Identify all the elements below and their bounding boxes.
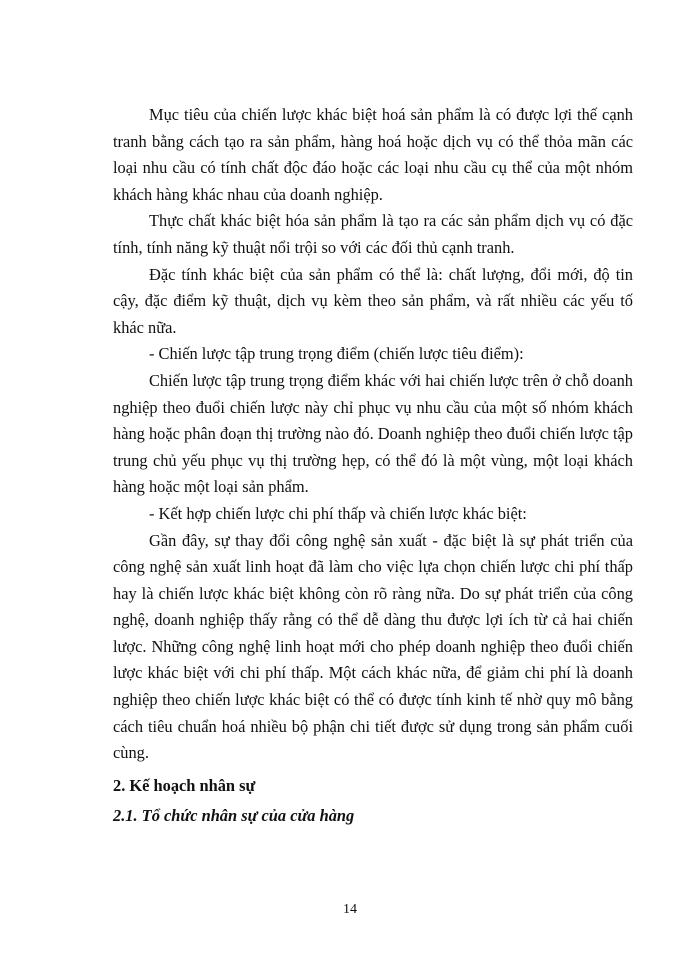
paragraph-differentiation-essence: Thực chất khác biệt hóa sản phẩm là tạo ra các sản phẩm dịch vụ có đặc tính, tính năng kỹ thuật nổi trội so với các đối thủ cạnh tranh. [113,211,633,257]
paragraph-combined-strategy: Gần đây, sự thay đổi công nghệ sản xuất - đặc biệt là sự phát triển của công nghệ sản xuất linh hoạt đã làm cho việc lựa chọn chiến lược chi phí thấp hay là chiến lược khác biệt không còn rõ ràng nữa. Do sự phát triển của công nghệ, doanh nghiệp thấy rằng có thể dễ dàng thu được lợi ích từ cả hai chiến lược. Những công nghệ linh hoạt mới cho phép doanh nghiệp theo đuổi chiến lược khác biệt với chi phí thấp. Một cách khác nữa, để giảm chi phí là doanh nghiệp theo chiến lược khác biệt có thể có được tính kinh tế nhờ quy mô bằng cách tiêu chuẩn hoá nhiều bộ phận chi tiết được sử dụng trong sản phẩm cuối cùng. [113,530,633,763]
document-body [113,102,633,830]
bullet-combined-strategy: - Kết hợp chiến lược chi phí thấp và chiến lược khác biệt: [149,503,527,523]
paragraph-focus-strategy: Chiến lược tập trung trọng điểm khác với hai chiến lược trên ở chỗ doanh nghiệp theo đuổi chiến lược này chỉ phục vụ nhu cầu của một số nhóm khách hàng hoặc phân đoạn thị trường nào đó. Doanh nghiệp theo đuổi chiến lược tập trung chủ yếu phục vụ thị trường hẹp, có thể đó là một vùng, một loại khách hàng hoặc một loại sản phẩm. [113,370,633,497]
paragraph-differentiation-features: Đặc tính khác biệt của sản phẩm có thể là: chất lượng, đổi mới, độ tin cậy, đặc điểm kỹ thuật, dịch vụ kèm theo sản phẩm, và rất nhiều các yếu tố khác nữa. [113,264,633,337]
page-number: 14 [343,902,357,917]
paragraph-product-differentiation-goal: Mục tiêu của chiến lược khác biệt hoá sản phẩm là có được lợi thế cạnh tranh bằng cách tạo ra sản phẩm, hàng hoá hoặc dịch vụ có thể thỏa mãn các loại nhu cầu có tính chất độc đáo hoặc các loại nhu cầu cụ thể của một nhóm khách hàng khác nhau của doanh nghiệp. [113,105,633,204]
bullet-focus-strategy: - Chiến lược tập trung trọng điểm (chiến lược tiêu điểm): [149,344,524,364]
section-heading: 2. Kế hoạch nhân sự [113,775,256,795]
subsection-heading: 2.1. Tổ chức nhân sự của cửa hàng [113,806,355,826]
